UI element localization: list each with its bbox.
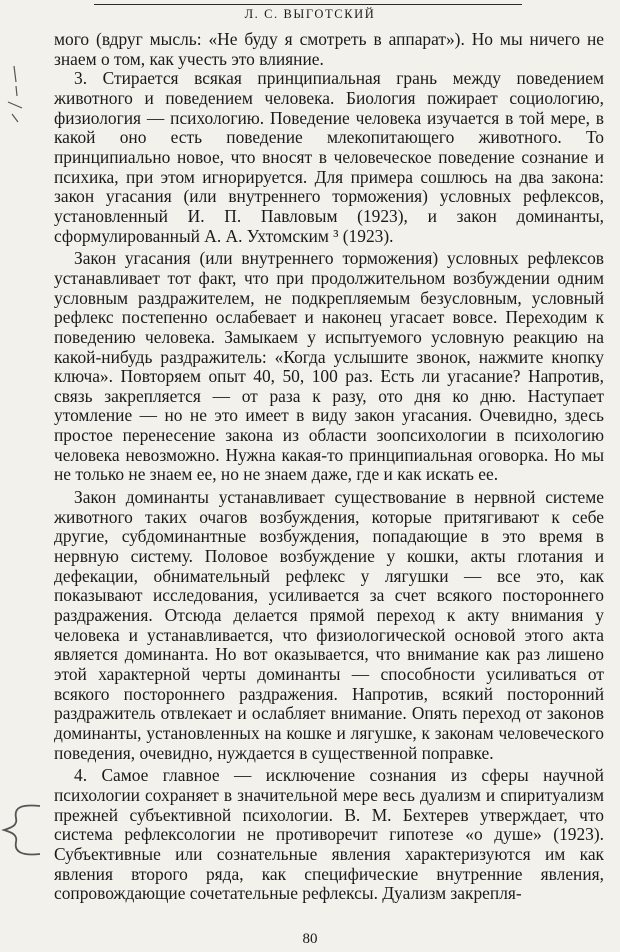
paragraph-3: Закон угасания (или внутреннего торможения) условных рефлексов устанавливает тот факт, что при продолжительном возбуждении одним условным раздражителем, не подкрепляемым безусловным, условный рефлекс постепенно ослабевает и наконец угасает вовсе. Переходим к поведению человека. Замыкаем у испытуемого условную реакцию на какой-нибудь раздражитель: «Когда услышите звонок, нажмите кнопку ключа». Повторяем опыт 40, 50, 100 раз. Есть ли угасание? Напротив, связь закрепляется — от раза к разу, ото дня ко дню. Наступает утомление — но не это имеет в виду закон угасания. Очевидно, здесь простое перенесение закона из области зоопсихологии в психологию человека невозможно. Нужна какая-то принципиальная оговорка. Но мы не только не знаем ее, но не знаем даже, где и как искать ее. xyxy=(54,248,604,485)
paragraph-2: 3. Стирается всякая принципиальная грань между поведением животного и поведением человека. Биология пожирает социологию, физиология — психологию. Поведение человека изучается в той мере, в какой оно есть поведение млекопитающего животного. То принципиально новое, что вносят в человеческое поведение сознание и психика, при этом игнорируется. Для примера сошлюсь на два закона: закон угасания (или внутреннего торможения) условных рефлексов, установленный И. П. Павловым (1923), и закон доминанты, сформулированный А. А. Ухтомским ³ (1923). xyxy=(54,68,604,246)
pencil-bracket-mark xyxy=(0,800,50,860)
paragraph-1: мого (вдруг мысль: «Не буду я смотреть в аппарат»). Но мы ничего не знаем о том, как учесть это влияние. xyxy=(54,29,604,69)
paragraph-5: 4. Самое главное — исключение сознания из сферы научной психологии сохраняет в значительной мере весь дуализм и спиритуализм прежней субъективной психологии. В. М. Бехтерев утверждает, что система рефлексологии не противоречит гипотезе «о душе» (1923). Субъективные или сознательные явления характеризуются им как явления второго ряда, как специфические внутренние явления, сопровождающие сочетательные рефлексы. Дуализм закрепля- xyxy=(54,765,604,904)
header-rule xyxy=(94,4,522,5)
paragraph-4: Закон доминанты устанавливает существование в нервной системе животного таких очагов возбуждения, которые притягивают к себе другие, субдоминантные возбуждения, попадающие в это время в нервную систему. Половое возбуждение у кошки, акты глотания и дефекации, обнимательный рефлекс у лягушки — все это, как показывают исследования, усиливается за счет всякого постороннего раздражения. Отсюда делается прямой переход к акту внимания у человека и устанавливается, что физиологической основой этого акта является доминанта. Но вот оказывается, что внимание как раз лишено этой характерной черты доминанты — способности усиливаться от всякого постороннего раздражения. Напротив, всякий посторонний раздражитель отвлекает и ослабляет внимание. Опять переход от законов доминанты, установленных на кошке и лягушке, к законам человеческого поведения, очевидно, нуждается в существенной поправке. xyxy=(54,487,604,763)
text-body xyxy=(54,30,604,904)
pencil-margin-mark-top xyxy=(0,62,40,132)
running-head: Л. С. ВЫГОТСКИЙ xyxy=(244,7,376,21)
page-number: 80 xyxy=(302,931,318,947)
